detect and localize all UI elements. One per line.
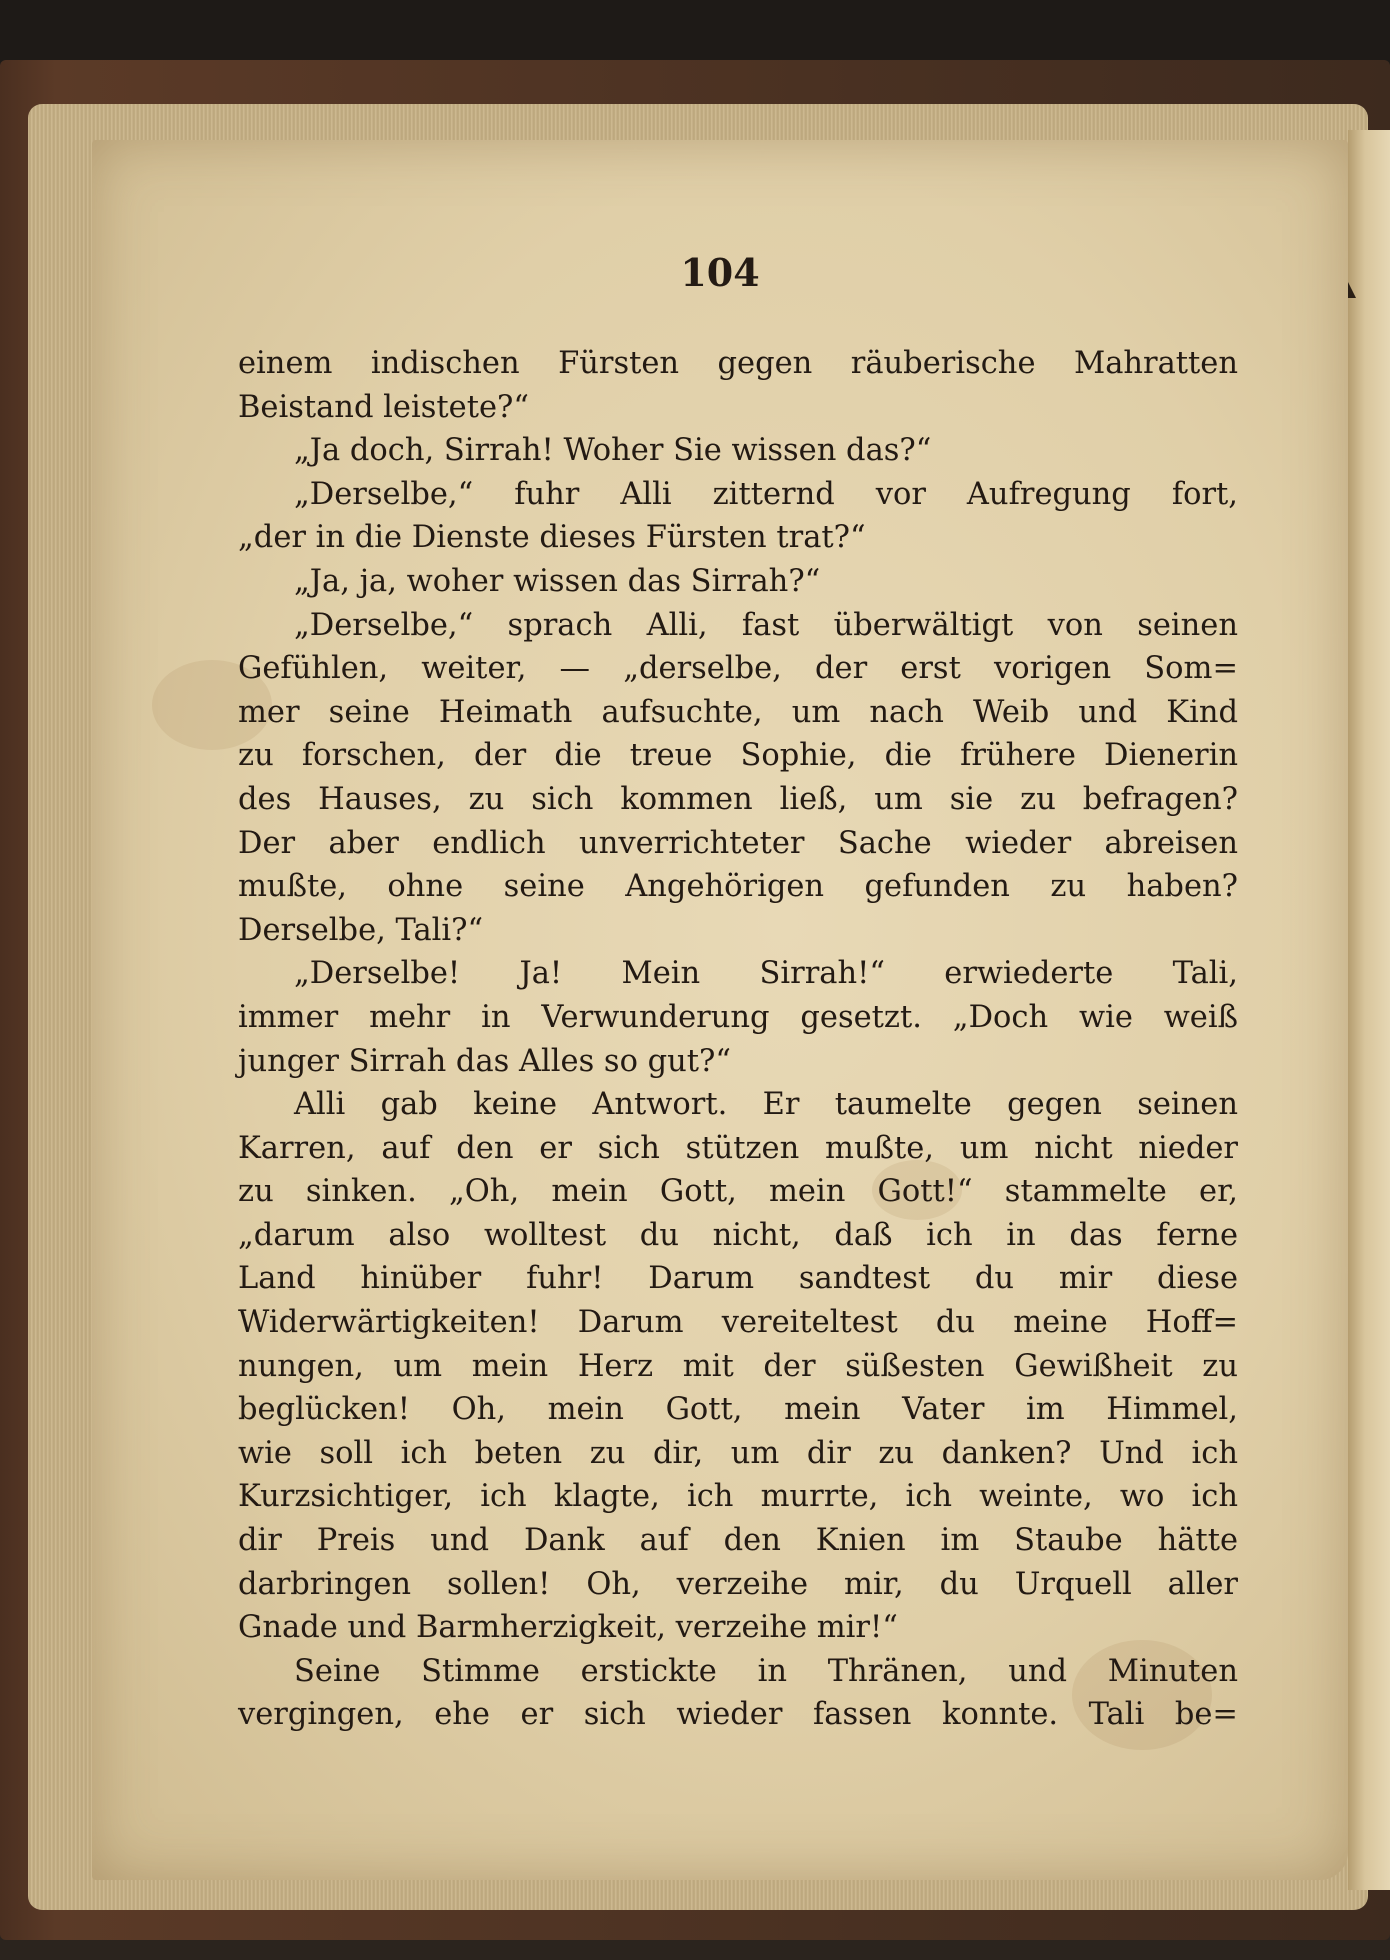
text-line: Land hinüber fuhr! Darum sandtest du mir diese — [238, 1261, 1238, 1297]
text-line: beglücken! Oh, mein Gott, mein Vater im Himmel, — [238, 1392, 1238, 1428]
text-line: dir Preis und Dank auf den Knien im Staube hätte — [238, 1523, 1238, 1559]
text-line: einem indischen Fürsten gegen räuberische Mahratten — [238, 346, 1238, 381]
text-line: „Ja, ja, woher wissen das Sirrah?“ — [294, 563, 821, 599]
text-line: nungen, um mein Herz mit der süßesten Gewißheit zu — [238, 1348, 1238, 1384]
book-gutter — [1348, 130, 1390, 1890]
text-line: „Derselbe! Ja! Mein Sirrah!“ erwiederte Tali, — [294, 956, 1238, 992]
page-number: 104 — [680, 250, 760, 295]
text-line: Beistand leistete?“ — [238, 389, 529, 425]
text-line: „Derselbe,“ sprach Alli, fast überwältigt von seinen — [294, 607, 1238, 643]
text-line: des Hauses, zu sich kommen ließ, um sie zu befragen? — [238, 781, 1238, 817]
text-line: immer mehr in Verwunderung gesetzt. „Doch wie weiß — [238, 999, 1238, 1035]
text-line: „darum also wolltest du nicht, daß ich in das ferne — [238, 1217, 1238, 1253]
text-line: Kurzsichtiger, ich klagte, ich murrte, ich weinte, wo ich — [238, 1479, 1238, 1515]
text-line: Karren, auf den er sich stützen mußte, um nicht nieder — [238, 1130, 1238, 1166]
text-line: Gnade und Barmherzigkeit, verzeihe mir!“ — [238, 1610, 898, 1646]
book-page — [92, 140, 1348, 1880]
text-line: „der in die Dienste dieses Fürsten trat?“ — [238, 520, 866, 556]
text-line: Seine Stimme erstickte in Thränen, und Minuten — [294, 1653, 1238, 1689]
text-line: vergingen, ehe er sich wieder fassen konnte. Tali be= — [238, 1697, 1238, 1733]
text-line: „Derselbe,“ fuhr Alli zitternd vor Aufregung fort, — [294, 476, 1238, 512]
text-line: „Ja doch, Sirrah! Woher Sie wissen das?“ — [294, 433, 932, 469]
body-text — [238, 342, 1238, 1737]
text-line: mer seine Heimath aufsuchte, um nach Weib und Kind — [238, 694, 1238, 730]
text-line: zu sinken. „Oh, mein Gott, mein Gott!“ stammelte er, — [238, 1174, 1238, 1210]
text-line: Widerwärtigkeiten! Darum vereiteltest du meine Hoff= — [238, 1305, 1238, 1341]
text-line: junger Sirrah das Alles so gut?“ — [238, 1043, 731, 1079]
text-line: wie soll ich beten zu dir, um dir zu danken? Und ich — [238, 1435, 1238, 1471]
text-line: mußte, ohne seine Angehörigen gefunden zu haben? — [238, 869, 1238, 905]
text-line: Alli gab keine Antwort. Er taumelte gegen seinen — [294, 1087, 1238, 1123]
text-line: Derselbe, Tali?“ — [238, 912, 484, 948]
text-line: darbringen sollen! Oh, verzeihe mir, du Urquell aller — [238, 1566, 1238, 1602]
text-line: Der aber endlich unverrichteter Sache wieder abreisen — [238, 825, 1238, 861]
text-line: Gefühlen, weiter, — „derselbe, der erst vorigen Som= — [238, 651, 1238, 687]
text-line: zu forschen, der die treue Sophie, die frühere Dienerin — [238, 738, 1238, 774]
